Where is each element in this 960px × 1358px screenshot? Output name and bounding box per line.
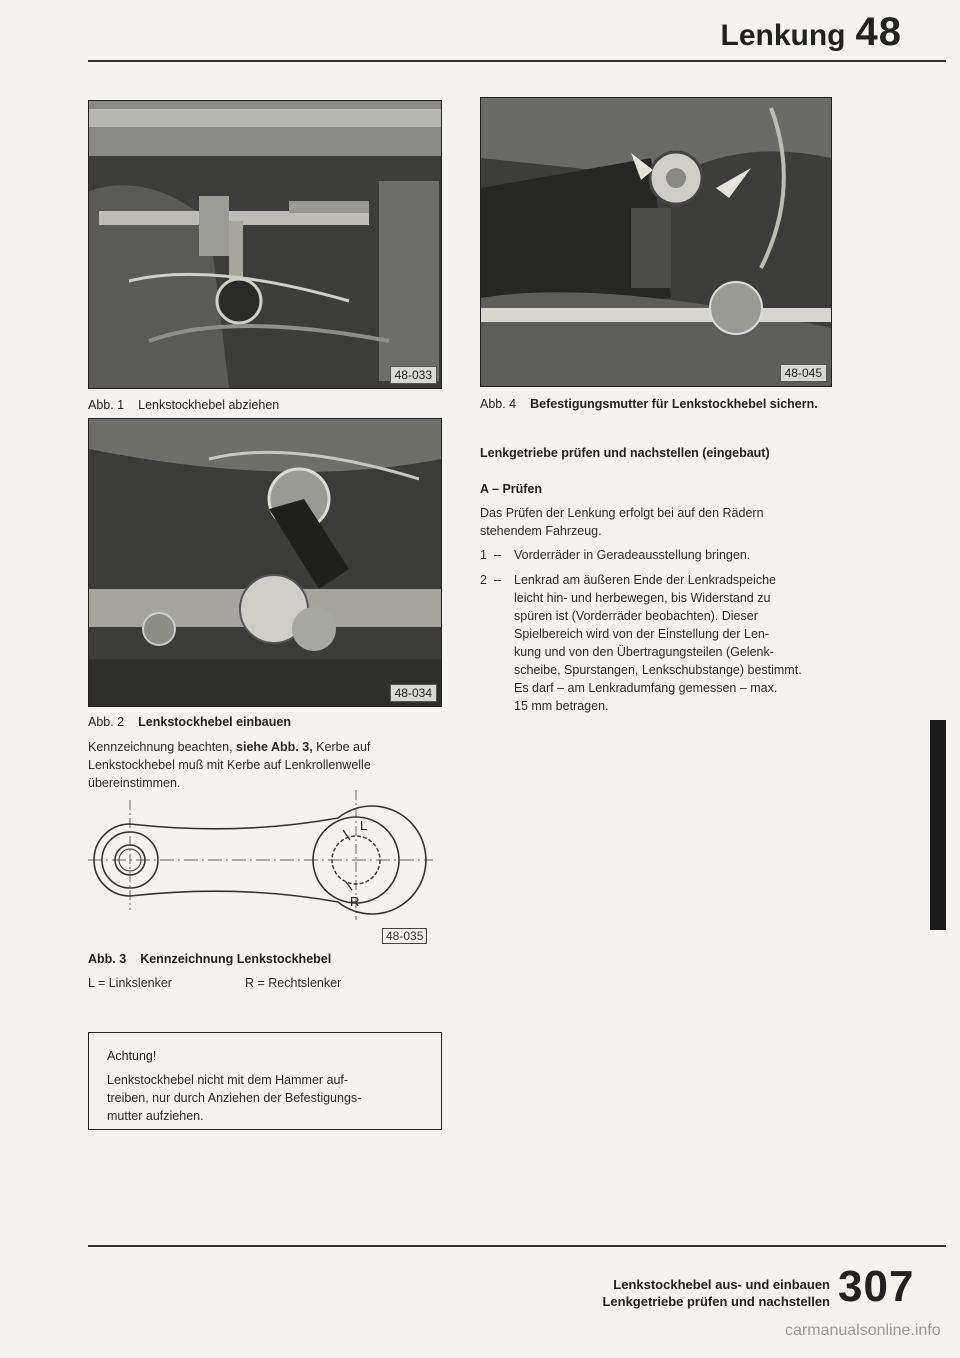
fig2-desc-post: Kerbe auf [312, 740, 371, 754]
fig2-desc-pre: Kennzeichnung beachten, [88, 740, 237, 754]
warning-line-1: Lenkstockhebel nicht mit dem Hammer auf- [107, 1073, 349, 1087]
photo-code-fig1: 48-033 [390, 366, 437, 384]
step-2-line-1: Lenkrad am äußeren Ende der Lenkradspeiche [514, 573, 776, 587]
warning-text [107, 1071, 437, 1125]
section-title: Lenkung [720, 19, 846, 52]
diagram-fig3 [88, 790, 448, 930]
footer-titles [560, 1276, 830, 1310]
step-2-line-5: kung und von den Übertragungsteilen (Gelenk- [514, 645, 774, 659]
header-rule [88, 60, 946, 62]
fig2-desc-reference: siehe Abb. 3, [236, 740, 313, 754]
section-heading: Lenkgetriebe prüfen und nachstellen (eingebaut) [480, 446, 770, 460]
caption-fig4-number: Abb. 4 [480, 397, 517, 411]
step-2-number: 2 [480, 573, 487, 587]
footer-line-1: Lenkstockhebel aus- und einbauen [613, 1277, 830, 1292]
fig2-desc-line3: übereinstimmen. [88, 776, 181, 790]
step-2-text [514, 571, 870, 715]
warning-title: Achtung! [107, 1049, 157, 1063]
caption-fig4-text: Befestigungsmutter für Lenkstockhebel sichern. [530, 397, 818, 411]
step-1 [480, 546, 860, 564]
step-2-dash: – [494, 573, 501, 587]
chapter-number: 48 [855, 10, 902, 54]
fig2-desc-line2: Lenkstockhebel muß mit Kerbe auf Lenkrollenwelle [88, 758, 371, 772]
intro-line-2: stehendem Fahrzeug. [480, 524, 602, 538]
photo-fig1 [88, 100, 442, 389]
intro-paragraph [480, 504, 840, 540]
caption-fig4 [480, 397, 818, 411]
photo-fig4 [480, 97, 832, 387]
caption-fig2 [88, 715, 291, 729]
legend-left: L = Linkslenker [88, 976, 172, 990]
photo-fig1-graphic [89, 101, 441, 388]
photo-code-fig4: 48-045 [780, 364, 827, 382]
caption-fig2-text: Lenkstockhebel einbauen [138, 715, 291, 729]
footer-line-2: Lenkgetriebe prüfen und nachstellen [602, 1294, 830, 1309]
warning-line-3: mutter aufziehen. [107, 1109, 204, 1123]
page-header [721, 10, 903, 55]
step-2-line-3: spüren ist (Vorderräder beobachten). Dieser [514, 609, 758, 623]
caption-fig3 [88, 952, 331, 966]
step-2-line-8: 15 mm betragen. [514, 699, 609, 713]
photo-fig2 [88, 418, 442, 707]
photo-fig2-graphic [89, 419, 441, 706]
caption-fig2-number: Abb. 2 [88, 715, 125, 729]
step-2-line-4: Spielbereich wird von der Einstellung der Len- [514, 627, 770, 641]
step-2-line-7: Es darf – am Lenkradumfang gemessen – max. [514, 681, 778, 695]
caption-fig3-text: Kennzeichnung Lenkstockhebel [140, 952, 332, 966]
subsection-heading: A – Prüfen [480, 482, 543, 496]
page-number: 307 [838, 1262, 915, 1311]
step-2 [480, 571, 870, 715]
caption-fig1-text: Lenkstockhebel abziehen [138, 398, 280, 412]
diagram-code-fig3: 48-035 [382, 928, 427, 944]
legend-right: R = Rechtslenker [245, 976, 342, 990]
watermark: carmanualsonline.info [785, 1322, 941, 1339]
pitman-arm-diagram [88, 790, 448, 930]
caption-fig1 [88, 398, 279, 412]
warning-line-2: treiben, nur durch Anziehen der Befestigungs- [107, 1091, 362, 1105]
caption-fig3-number: Abb. 3 [88, 952, 127, 966]
fig2-description [88, 738, 448, 792]
step-1-number: 1 [480, 548, 487, 562]
intro-line-1: Das Prüfen der Lenkung erfolgt bei auf den Rädern [480, 506, 764, 520]
step-1-text: Vorderräder in Geradeausstellung bringen. [514, 548, 751, 562]
diagram-label-r: R [350, 894, 360, 909]
footer-rule [88, 1245, 946, 1247]
photo-fig4-graphic [481, 98, 831, 386]
chapter-edge-tab [930, 720, 946, 930]
fig2-desc-line1 [88, 738, 448, 756]
step-2-line-6: scheibe, Spurstangen, Lenkschubstange) bestimmt. [514, 663, 802, 677]
diagram-label-l: L [360, 818, 368, 833]
photo-code-fig2: 48-034 [390, 684, 437, 702]
step-2-line-2: leicht hin- und herbewegen, bis Widerstand zu [514, 591, 771, 605]
warning-box [88, 1032, 442, 1130]
caption-fig1-number: Abb. 1 [88, 398, 125, 412]
step-1-dash: – [494, 548, 501, 562]
